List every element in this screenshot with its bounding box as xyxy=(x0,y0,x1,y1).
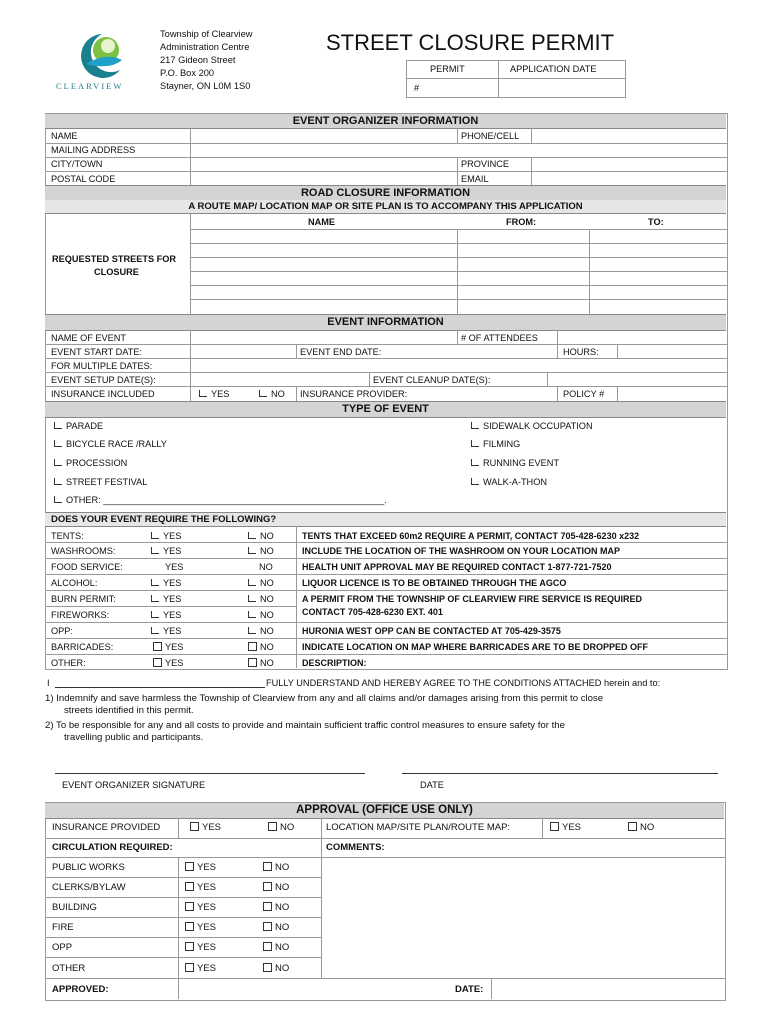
application-date-field[interactable] xyxy=(500,79,623,96)
organizer-phone-label: PHONE/CELL xyxy=(461,131,520,141)
type-parade[interactable]: PARADE xyxy=(54,420,103,432)
agreement-i: I xyxy=(47,678,50,688)
organizer-section-header: EVENT ORGANIZER INFORMATION xyxy=(45,114,726,129)
checkbox-icon xyxy=(263,922,272,931)
checkbox-icon xyxy=(550,822,559,831)
event-end-label: EVENT END DATE: xyxy=(300,347,382,357)
road-section-header: ROAD CLOSURE INFORMATION xyxy=(45,185,726,201)
checkbox-icon xyxy=(54,459,62,466)
type-sidewalk[interactable]: SIDEWALK OCCUPATION xyxy=(471,420,593,432)
opp-yes[interactable]: YES xyxy=(185,942,216,954)
checkbox-icon xyxy=(263,862,272,871)
page-title: STREET CLOSURE PERMIT xyxy=(326,30,615,55)
attendees-field[interactable] xyxy=(558,331,725,344)
org-line-5: Stayner, ON L0M 1S0 xyxy=(160,81,251,91)
insurance-provider-field[interactable] xyxy=(392,387,556,400)
dept-other: OTHER xyxy=(52,963,86,974)
checkbox-icon xyxy=(471,478,479,485)
checkbox-icon xyxy=(268,822,277,831)
dept-opp: OPP xyxy=(52,942,73,953)
street-row-6[interactable] xyxy=(191,300,725,313)
dept-fire: FIRE xyxy=(52,922,74,933)
req-tents-yes[interactable]: YES xyxy=(151,530,181,542)
checkbox-icon xyxy=(248,642,257,651)
req-other-no[interactable]: NO xyxy=(248,657,274,669)
organizer-city-field[interactable] xyxy=(191,158,456,171)
approved-field[interactable] xyxy=(179,979,490,998)
permit-number-field[interactable] xyxy=(424,79,496,96)
checkbox-icon xyxy=(151,595,159,602)
comments-label: COMMENTS: xyxy=(326,842,385,853)
checkbox-icon xyxy=(263,902,272,911)
type-walkathon[interactable]: WALK-A-THON xyxy=(471,476,547,488)
req-tents-label: TENTS: xyxy=(51,531,84,541)
req-opp-no[interactable]: NO xyxy=(248,625,274,637)
checkbox-icon xyxy=(54,440,62,447)
organizer-mailing-field[interactable] xyxy=(191,144,725,157)
checkbox-icon xyxy=(185,942,194,951)
req-alcohol-note: LIQUOR LICENCE IS TO BE OBTAINED THROUGH THE AGCO xyxy=(302,578,567,588)
req-other-label: OTHER: xyxy=(51,658,86,668)
street-row-3[interactable] xyxy=(191,258,725,271)
checkbox-icon xyxy=(471,422,479,429)
requested-streets-label-1: REQUESTED STREETS FOR xyxy=(52,254,177,264)
event-section-header: EVENT INFORMATION xyxy=(45,314,726,331)
req-fireworks-note: CONTACT 705-428-6230 EXT. 401 xyxy=(302,607,443,617)
organizer-email-field[interactable] xyxy=(532,172,725,185)
type-bicycle[interactable]: BICYCLE RACE /RALLY xyxy=(54,438,167,450)
req-opp-label: OPP: xyxy=(51,626,73,636)
organizer-province-field[interactable] xyxy=(532,158,725,171)
checkbox-icon xyxy=(628,822,637,831)
checkbox-icon xyxy=(248,595,256,602)
public-works-no[interactable]: NO xyxy=(263,862,289,874)
logo-text: CLEARVIEW xyxy=(56,81,124,91)
event-start-label: EVENT START DATE: xyxy=(51,347,143,357)
req-barricades-label: BARRICADES: xyxy=(51,642,114,652)
dept-public-works: PUBLIC WORKS xyxy=(52,862,125,873)
agreement-item-2b: travelling public and participants. xyxy=(64,732,204,743)
setup-dates-label: EVENT SETUP DATE(S): xyxy=(51,375,156,385)
signature-date-line[interactable] xyxy=(402,773,718,774)
approval-section-header: APPROVAL (OFFICE USE ONLY) xyxy=(45,803,724,819)
agreement-name-line[interactable] xyxy=(55,687,265,688)
checkbox-icon xyxy=(151,627,159,634)
agreement-item-1b: streets identified in this permit. xyxy=(64,705,194,716)
req-tents-note: TENTS THAT EXCEED 60m2 REQUIRE A PERMIT, CONTACT 705-428-6230 x232 xyxy=(302,531,640,541)
type-filming[interactable]: FILMING xyxy=(471,438,520,450)
checkbox-icon xyxy=(54,422,62,429)
insurance-included-label: INSURANCE INCLUDED xyxy=(51,389,155,399)
checkbox-icon xyxy=(248,579,256,586)
attendees-label: # OF ATTENDEES xyxy=(461,333,538,343)
type-street-festival[interactable]: STREET FESTIVAL xyxy=(54,476,147,488)
approval-location-label: LOCATION MAP/SITE PLAN/ROUTE MAP: xyxy=(326,822,511,833)
req-opp-note: HURONIA WEST OPP CAN BE CONTACTED AT 705-429-3575 xyxy=(302,626,561,636)
checkbox-icon xyxy=(185,922,194,931)
req-washrooms-no[interactable]: NO xyxy=(248,545,274,557)
approval-location-yes[interactable]: YES xyxy=(550,822,581,834)
checkbox-icon xyxy=(151,579,159,586)
insurance-provider-label: INSURANCE PROVIDER: xyxy=(300,389,408,399)
clerks-no[interactable]: NO xyxy=(263,882,289,894)
req-washrooms-yes[interactable]: YES xyxy=(151,545,181,557)
policy-label: POLICY # xyxy=(563,389,605,399)
organizer-mailing-label: MAILING ADDRESS xyxy=(51,145,136,155)
event-end-field[interactable] xyxy=(392,345,556,358)
checkbox-icon xyxy=(151,547,159,554)
checkbox-icon xyxy=(185,963,194,972)
checkbox-icon xyxy=(153,642,162,651)
street-row-2[interactable] xyxy=(191,244,725,257)
policy-number-field[interactable] xyxy=(618,387,725,400)
fire-yes[interactable]: YES xyxy=(185,922,216,934)
require-section-header: DOES YOUR EVENT REQUIRE THE FOLLOWING? xyxy=(45,512,726,527)
street-row-1[interactable] xyxy=(191,230,725,243)
req-burn-no[interactable]: NO xyxy=(248,593,274,605)
organizer-name-field[interactable] xyxy=(191,129,456,143)
checkbox-icon xyxy=(185,902,194,911)
req-food-label: FOOD SERVICE: xyxy=(51,562,123,572)
permit-number-hash: # xyxy=(414,83,420,93)
req-food-yes[interactable]: YES xyxy=(165,562,184,572)
checkbox-icon xyxy=(471,440,479,447)
req-washrooms-label: WASHROOMS: xyxy=(51,546,116,556)
signature-line[interactable] xyxy=(55,773,365,774)
street-row-5[interactable] xyxy=(191,286,725,299)
checkbox-icon xyxy=(248,611,256,618)
event-start-field[interactable] xyxy=(191,345,295,358)
req-food-no[interactable]: NO xyxy=(259,562,273,572)
road-col-from: FROM: xyxy=(506,217,537,227)
req-opp-yes[interactable]: YES xyxy=(151,625,181,637)
checkbox-icon xyxy=(190,822,199,831)
req-fireworks-no[interactable]: NO xyxy=(248,609,274,621)
type-other[interactable]: OTHER: _______________________________________________________. xyxy=(54,494,387,506)
checkbox-icon xyxy=(263,942,272,951)
road-subtitle: A ROUTE MAP/ LOCATION MAP OR SITE PLAN IS TO ACCOMPANY THIS APPLICATION xyxy=(45,200,726,214)
organizer-email-label: EMAIL xyxy=(461,174,489,184)
req-burn-yes[interactable]: YES xyxy=(151,593,181,605)
signature-label: EVENT ORGANIZER SIGNATURE xyxy=(62,780,206,790)
other-description-field[interactable] xyxy=(370,655,725,667)
org-line-2: Administration Centre xyxy=(160,42,250,52)
road-col-name: NAME xyxy=(308,217,336,227)
checkbox-icon xyxy=(248,532,256,539)
insurance-no-option[interactable]: NO xyxy=(259,388,285,400)
dept-building: BUILDING xyxy=(52,902,97,913)
opp-no[interactable]: NO xyxy=(263,942,289,954)
clerks-yes[interactable]: YES xyxy=(185,882,216,894)
checkbox-icon xyxy=(248,627,256,634)
multiple-dates-field[interactable] xyxy=(191,359,725,372)
street-row-4[interactable] xyxy=(191,272,725,285)
road-col-to: TO: xyxy=(648,217,664,227)
building-yes[interactable]: YES xyxy=(185,902,216,914)
req-alcohol-yes[interactable]: YES xyxy=(151,577,181,589)
req-fireworks-label: FIREWORKS: xyxy=(51,610,110,620)
organizer-name-label: NAME xyxy=(51,131,78,141)
approval-insurance-yes[interactable]: YES xyxy=(190,822,221,834)
checkbox-icon xyxy=(259,390,267,397)
comments-field[interactable] xyxy=(322,858,724,977)
req-barricades-yes[interactable]: YES xyxy=(153,641,183,653)
clearview-logo xyxy=(56,30,142,94)
multiple-dates-label: FOR MULTIPLE DATES: xyxy=(51,361,153,371)
req-fireworks-yes[interactable]: YES xyxy=(151,609,181,621)
signature-date-label: DATE xyxy=(420,780,444,790)
checkbox-icon xyxy=(151,532,159,539)
approval-location-no[interactable]: NO xyxy=(628,822,654,834)
checkbox-icon xyxy=(185,882,194,891)
hours-field[interactable] xyxy=(618,345,725,358)
cleanup-dates-field[interactable] xyxy=(548,373,725,386)
fire-no[interactable]: NO xyxy=(263,922,289,934)
checkbox-icon xyxy=(471,459,479,466)
permit-label: PERMIT xyxy=(430,64,465,74)
org-line-1: Township of Clearview xyxy=(160,29,253,39)
requested-streets-label-2: CLOSURE xyxy=(94,267,139,277)
req-other-note: DESCRIPTION: xyxy=(302,658,367,668)
req-tents-no[interactable]: NO xyxy=(248,530,274,542)
req-alcohol-label: ALCOHOL: xyxy=(51,578,98,588)
checkbox-icon xyxy=(248,547,256,554)
req-barricades-no[interactable]: NO xyxy=(248,641,274,653)
req-other-yes[interactable]: YES xyxy=(153,657,183,669)
event-name-label: NAME OF EVENT xyxy=(51,333,127,343)
building-no[interactable]: NO xyxy=(263,902,289,914)
insurance-yes-option[interactable]: YES xyxy=(199,388,229,400)
application-date-label: APPLICATION DATE xyxy=(510,64,597,74)
checkbox-icon xyxy=(54,478,62,485)
organizer-phone-field[interactable] xyxy=(532,129,725,143)
checkbox-icon xyxy=(185,862,194,871)
checkbox-icon xyxy=(153,658,162,667)
other-yes[interactable]: YES xyxy=(185,963,216,975)
checkbox-icon xyxy=(248,658,257,667)
organizer-postal-label: POSTAL CODE xyxy=(51,174,116,184)
organizer-postal-field[interactable] xyxy=(191,172,456,185)
req-washrooms-note: INCLUDE THE LOCATION OF THE WASHROOM ON YOUR LOCATION MAP xyxy=(302,546,620,556)
checkbox-icon xyxy=(151,611,159,618)
dept-clerks-bylaw: CLERKS/BYLAW xyxy=(52,882,126,893)
other-no[interactable]: NO xyxy=(263,963,289,975)
type-section-header: TYPE OF EVENT xyxy=(45,401,726,418)
approval-date-label: DATE: xyxy=(455,984,484,995)
approved-label: APPROVED: xyxy=(52,984,109,995)
approval-date-field[interactable] xyxy=(492,979,723,998)
agreement-text: FULLY UNDERSTAND AND HEREBY AGREE TO THE CONDITIONS ATTACHED herein and to: xyxy=(266,678,661,688)
hours-label: HOURS: xyxy=(563,347,599,357)
req-barricades-note: INDICATE LOCATION ON MAP WHERE BARRICADES ARE TO BE DROPPED OFF xyxy=(302,642,649,652)
req-alcohol-no[interactable]: NO xyxy=(248,577,274,589)
type-running[interactable]: RUNNING EVENT xyxy=(471,457,559,469)
checkbox-icon xyxy=(263,882,272,891)
checkbox-icon xyxy=(263,963,272,972)
org-line-3: 217 Gideon Street xyxy=(160,55,236,65)
approval-insurance-label: INSURANCE PROVIDED xyxy=(52,822,161,833)
event-name-field[interactable] xyxy=(191,331,456,344)
logo-emblem-icon xyxy=(62,30,142,80)
req-food-note: HEALTH UNIT APPROVAL MAY BE REQUIRED CONTACT 1-877-721-7520 xyxy=(302,562,612,572)
setup-dates-field[interactable] xyxy=(191,373,368,386)
organizer-city-label: CITY/TOWN xyxy=(51,159,103,169)
cleanup-dates-label: EVENT CLEANUP DATE(S): xyxy=(373,375,491,385)
req-burn-note: A PERMIT FROM THE TOWNSHIP OF CLEARVIEW FIRE SERVICE IS REQUIRED xyxy=(302,594,643,604)
organizer-province-label: PROVINCE xyxy=(461,159,509,169)
req-burn-label: BURN PERMIT: xyxy=(51,594,116,604)
type-procession[interactable]: PROCESSION xyxy=(54,457,127,469)
approval-insurance-no[interactable]: NO xyxy=(268,822,294,834)
checkbox-icon xyxy=(199,390,207,397)
agreement-item-1a: 1) Indemnify and save harmless the Township of Clearview from any and all claims and/or damages arising from this permit to close xyxy=(45,693,604,704)
circulation-label: CIRCULATION REQUIRED: xyxy=(52,842,173,853)
agreement-item-2a: 2) To be responsible for any and all costs to provide and maintain sufficient traffic control measures to ensure safety for the xyxy=(45,720,565,731)
public-works-yes[interactable]: YES xyxy=(185,862,216,874)
checkbox-icon xyxy=(54,496,62,503)
org-line-4: P.O. Box 200 xyxy=(160,68,215,78)
